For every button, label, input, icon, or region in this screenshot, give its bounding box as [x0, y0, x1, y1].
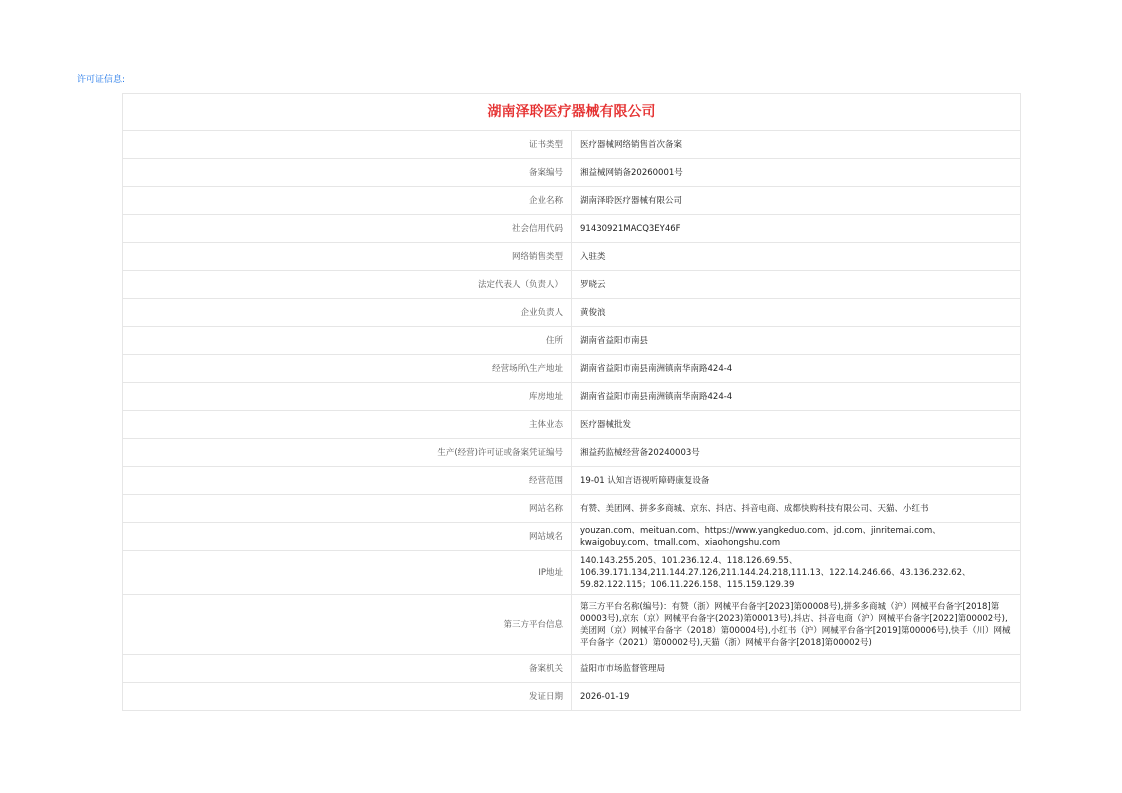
section-label: 许可证信息:: [77, 75, 126, 85]
table-row: [123, 411, 1021, 439]
table-row: [123, 655, 1021, 683]
field-label: 发证日期: [123, 683, 572, 711]
field-label: 经营场所\生产地址: [123, 355, 572, 383]
field-value: 2026-01-19: [572, 683, 1021, 711]
field-label: 网站名称: [123, 495, 572, 523]
table-row: [123, 383, 1021, 411]
table-row: [123, 523, 1021, 551]
table-row: [123, 551, 1021, 595]
field-value: 益阳市市场监督管理局: [572, 655, 1021, 683]
table-row: [123, 495, 1021, 523]
field-value: 黄俊浪: [572, 299, 1021, 327]
field-label: 备案编号: [123, 159, 572, 187]
field-label: 证书类型: [123, 131, 572, 159]
field-value: 湖南泽聆医疗器械有限公司: [572, 187, 1021, 215]
table-row: [123, 299, 1021, 327]
field-label: 生产(经营)许可证或备案凭证编号: [123, 439, 572, 467]
field-value: 第三方平台名称(编号)：有赞（浙）网械平台备字[2023]第00008号),拼多多商城（沪）网械平台备字[2018]第00003号),京东（京）网械平台备字(2023)第00013号),抖店、抖音电商（沪）网械平台备字[2022]第00002号),美团网（京）网械平台备字（2018）第00004号),小红书（沪）网械平台备字[2019]第00006号),快手（川）网械平台备字（2021）第00002号),天猫（浙）网械平台备字[2018]第00002号): [572, 595, 1021, 655]
field-value: 医疗器械网络销售首次备案: [572, 131, 1021, 159]
field-value: youzan.com、meituan.com、https://www.yangkeduo.com、jd.com、jinritemai.com、kwaigobuy.com、tmall.com、xiaohongshu.com: [572, 523, 1021, 551]
table-row: [123, 131, 1021, 159]
table-row: [123, 243, 1021, 271]
table-row: [123, 159, 1021, 187]
field-label: 主体业态: [123, 411, 572, 439]
license-info-table: [122, 93, 1021, 711]
table-row: [123, 467, 1021, 495]
table-row: [123, 439, 1021, 467]
field-value: 19-01 认知言语视听障碍康复设备: [572, 467, 1021, 495]
table-row: [123, 683, 1021, 711]
field-value: 湘益械网销备20260001号: [572, 159, 1021, 187]
table-row: [123, 595, 1021, 655]
field-value: 湖南省益阳市南县南洲镇南华南路424-4: [572, 383, 1021, 411]
field-label: 网站域名: [123, 523, 572, 551]
field-label: 社会信用代码: [123, 215, 572, 243]
field-value: 医疗器械批发: [572, 411, 1021, 439]
field-value: 有赞、美团网、拼多多商城、京东、抖店、抖音电商、成都快购科技有限公司、天猫、小红书: [572, 495, 1021, 523]
field-value: 140.143.255.205、101.236.12.4、118.126.69.55、106.39.171.134,211.144.27.126,211.144.24.218,111.13、122.14.246.66、43.136.232.62、59.82.122.115；106.11.226.158、115.159.129.39: [572, 551, 1021, 595]
field-value: 罗晓云: [572, 271, 1021, 299]
field-value: 湖南省益阳市南县南洲镇南华南路424-4: [572, 355, 1021, 383]
field-label: 经营范围: [123, 467, 572, 495]
title-row: [123, 94, 1021, 131]
field-label: 住所: [123, 327, 572, 355]
table-row: [123, 187, 1021, 215]
table-row: [123, 355, 1021, 383]
field-value: 湖南省益阳市南县: [572, 327, 1021, 355]
field-value: 91430921MACQ3EY46F: [572, 215, 1021, 243]
table-row: [123, 215, 1021, 243]
field-label: 企业负责人: [123, 299, 572, 327]
field-label: 企业名称: [123, 187, 572, 215]
field-label: 网络销售类型: [123, 243, 572, 271]
field-value: 湘益药监械经营备20240003号: [572, 439, 1021, 467]
field-label: 库房地址: [123, 383, 572, 411]
field-label: 第三方平台信息: [123, 595, 572, 655]
table-row: [123, 271, 1021, 299]
company-title: 湖南泽聆医疗器械有限公司: [123, 94, 1021, 131]
table-row: [123, 327, 1021, 355]
field-value: 入驻类: [572, 243, 1021, 271]
field-label: 法定代表人（负责人）: [123, 271, 572, 299]
field-label: IP地址: [123, 551, 572, 595]
field-label: 备案机关: [123, 655, 572, 683]
